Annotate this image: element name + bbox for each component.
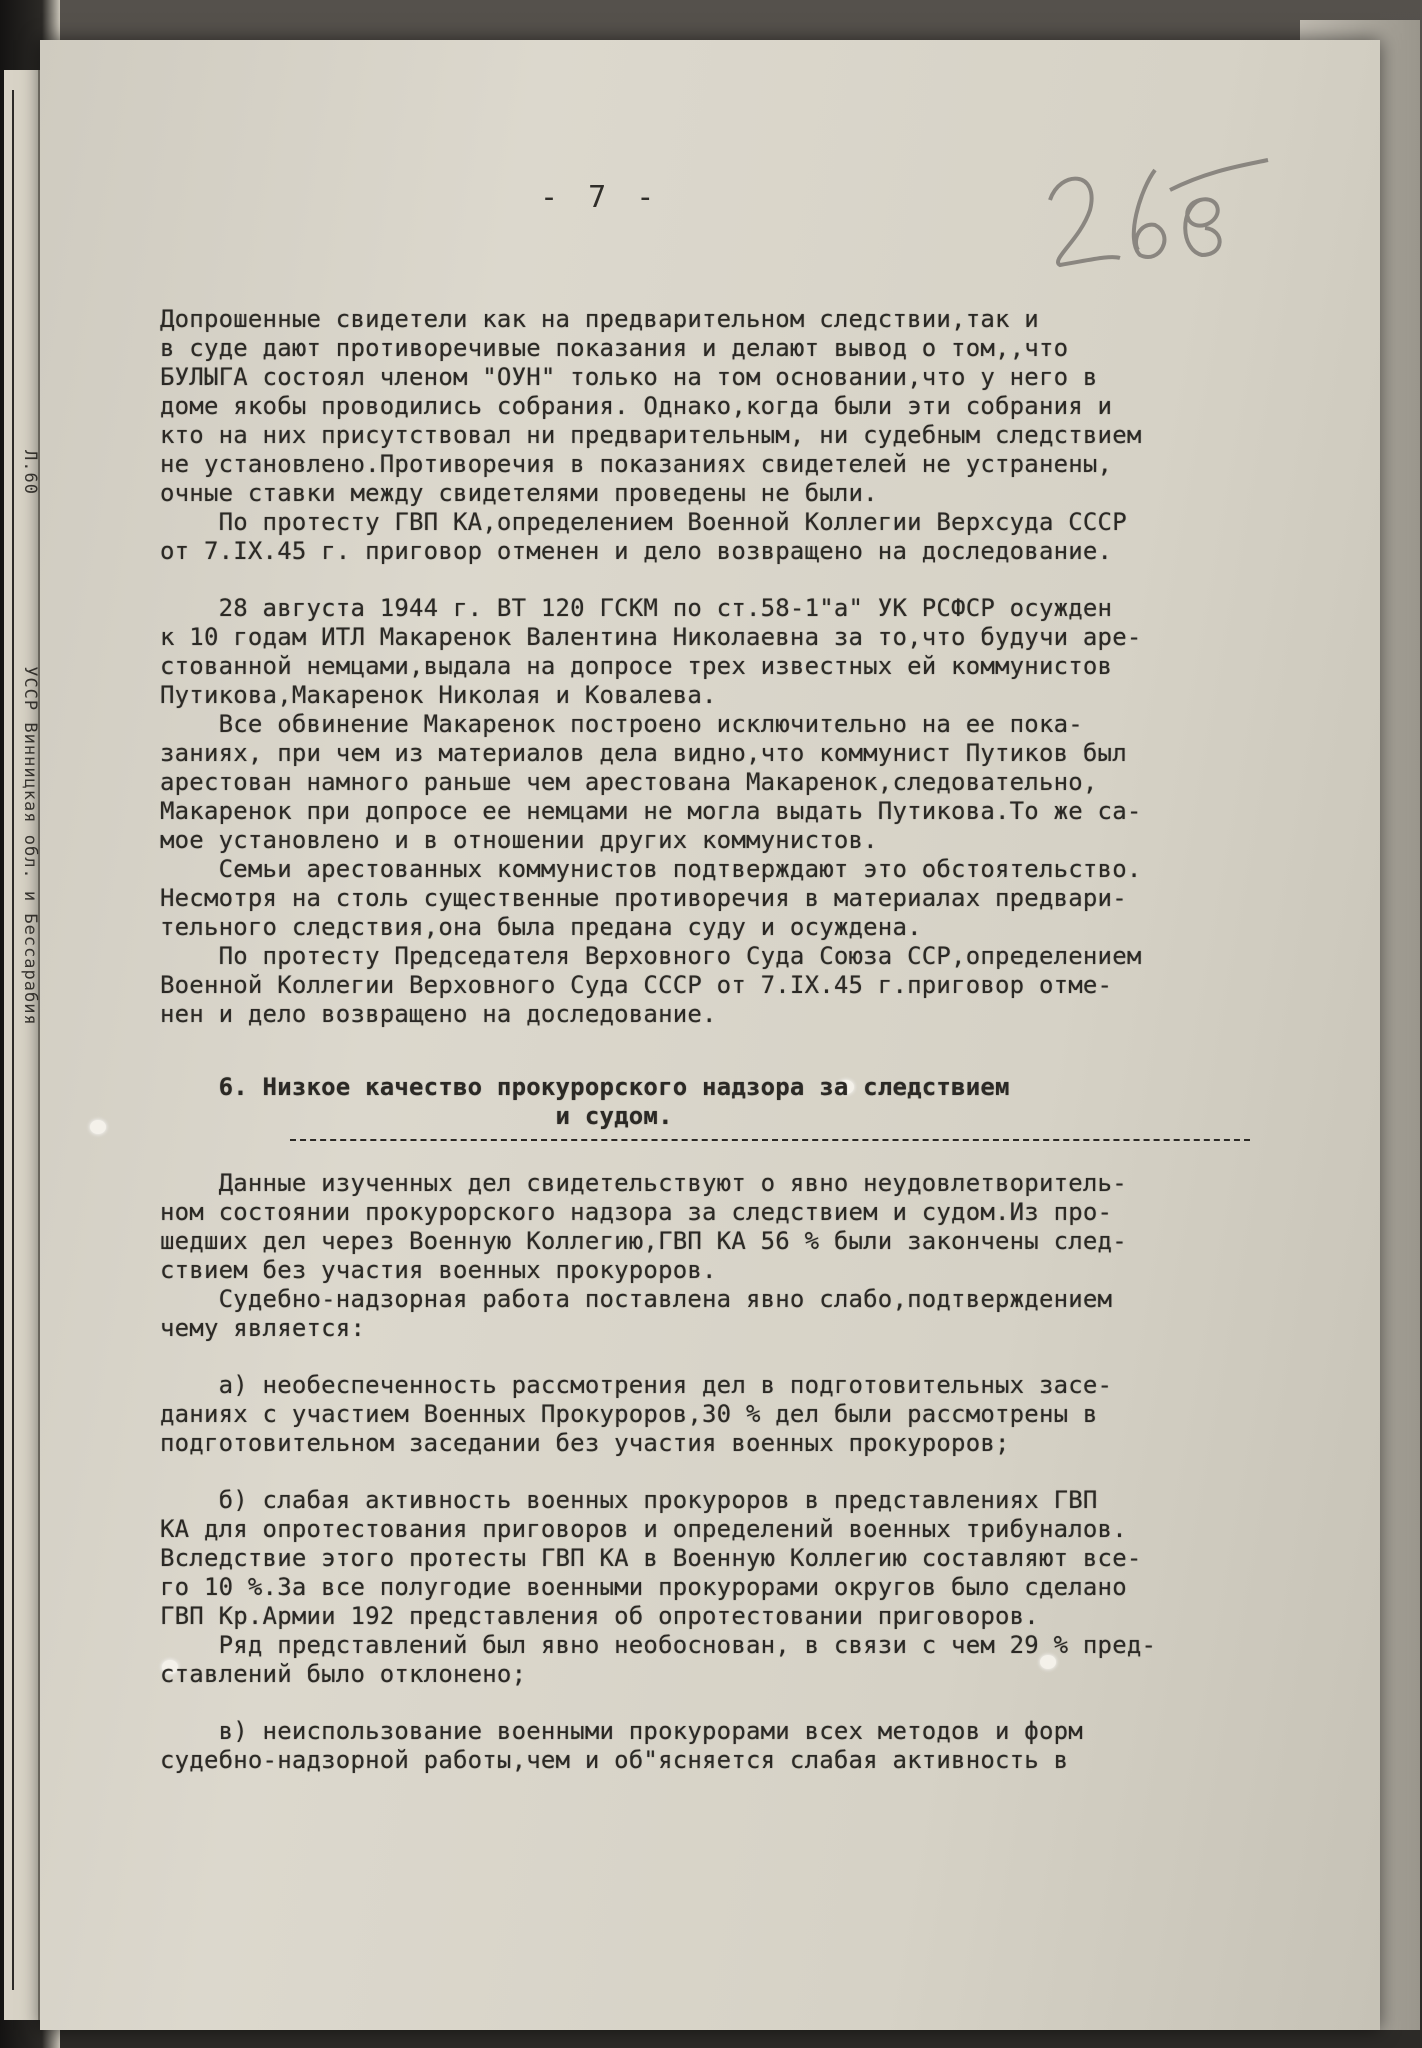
- paragraph-item-b: [160, 1486, 1340, 1689]
- text-line: к 10 годам ИТЛ Макаренок Валентина Николаевна за то,что будучи аре-: [160, 623, 1142, 651]
- text-line: Путикова,Макаренок Николая и Ковалева.: [160, 681, 717, 709]
- margin-label-region: УССР Винницкая обл. и Бессарабия: [20, 666, 40, 1026]
- paragraph-gap: [160, 1343, 1340, 1371]
- paragraph-item-c: [160, 1717, 1340, 1775]
- punch-hole: [90, 1120, 106, 1134]
- text-line: заниях, при чем из материалов дела видно,что коммунист Путиков был: [160, 739, 1127, 767]
- text-line: БУЛЫГА состоял членом "ОУН" только на том основании,что у него в: [160, 363, 1098, 391]
- text-line: Семьи арестованных коммунистов подтверждают это обстоятельство.: [160, 855, 1142, 883]
- text-line: Данные изученных дел свидетельствуют о явно неудовлетворитель-: [160, 1169, 1127, 1197]
- text-line: б) слабая активность военных прокуроров в представлениях ГВП: [160, 1486, 1098, 1514]
- text-line: не установлено.Противоречия в показаниях свидетелей не устранены,: [160, 450, 1113, 478]
- text-line: стованной немцами,выдала на допросе трех известных ей коммунистов: [160, 652, 1113, 680]
- text-line: Вследствие этого протесты ГВП КА в Военную Коллегию составляют все-: [160, 1544, 1142, 1572]
- paragraph-makarenok-case: [160, 594, 1340, 1029]
- margin-labels: [20, 450, 40, 1950]
- text-line: ставлений было отклонено;: [160, 1660, 527, 1688]
- text-line: Макаренок при допросе ее немцами не могла выдать Путикова.То же са-: [160, 797, 1142, 825]
- margin-label-file: Л.60: [20, 450, 40, 495]
- text-line: Военной Коллегии Верховного Суда СССР от 7.IX.45 г.приговор отме-: [160, 971, 1113, 999]
- section-heading: [160, 1073, 1340, 1131]
- paragraph-item-a: [160, 1371, 1340, 1458]
- text-line: судебно-надзорной работы,чем и об"ясняется слабая активность в: [160, 1746, 1069, 1774]
- text-line: от 7.IX.45 г. приговор отменен и дело возвращено на доследование.: [160, 537, 1113, 565]
- text-line: в) неиспользование военными прокурорами всех методов и форм: [160, 1717, 1083, 1745]
- text-line: ном состоянии прокурорского надзора за следствием и судом.Из про-: [160, 1198, 1113, 1226]
- text-line: а) необеспеченность рассмотрения дел в подготовительных засе-: [160, 1371, 1113, 1399]
- text-line: Несмотря на столь существенные противоречия в материалах предвари-: [160, 884, 1127, 912]
- text-line: тельного следствия,она была предана суду и осуждена.: [160, 913, 922, 941]
- text-line: подготовительном заседании без участия военных прокуроров;: [160, 1429, 1010, 1457]
- text-line: Судебно-надзорная работа поставлена явно слабо,подтверждением: [160, 1285, 1113, 1313]
- paragraph-supervision-state: [160, 1169, 1340, 1343]
- paragraph-bulyga-case: [160, 305, 1340, 566]
- text-line: очные ставки между свидетелями проведены не были.: [160, 479, 878, 507]
- text-line: 28 августа 1944 г. ВТ 120 ГСКМ по ст.58-1"а" УК РСФСР осужден: [160, 594, 1113, 622]
- text-line: даниях с участием Военных Прокуроров,30 % дел были рассмотрены в: [160, 1400, 1098, 1428]
- text-line: доме якобы проводились собрания. Однако,когда были эти собрания и: [160, 392, 1113, 420]
- typed-body-text: [160, 305, 1340, 1775]
- text-line: Допрошенные свидетели как на предварительном следствии,так и: [160, 305, 1039, 333]
- page-number: - 7 -: [540, 180, 661, 215]
- text-line: в суде дают противоречивые показания и делают вывод о том,,что: [160, 334, 1069, 362]
- text-line: арестован намного раньше чем арестована Макаренок,следовательно,: [160, 768, 1098, 796]
- text-line: По протесту ГВП КА,определением Военной Коллегии Верхсуда СССР: [160, 508, 1127, 536]
- handwritten-folio-icon: [1030, 130, 1270, 280]
- section-heading-line: 6. Низкое качество прокурорского надзора за следствием: [160, 1073, 1010, 1101]
- text-line: ствием без участия военных прокуроров.: [160, 1256, 717, 1284]
- paragraph-gap: [160, 1458, 1340, 1486]
- text-line: го 10 %.За все полугодие военными прокурорами округов было сделано: [160, 1573, 1127, 1601]
- previous-page-edge: [4, 70, 40, 2020]
- section-heading-line: и судом.: [160, 1102, 673, 1130]
- text-line: КА для опротестования приговоров и определений военных трибуналов.: [160, 1515, 1127, 1543]
- text-line: ГВП Кр.Армии 192 представления об опротестовании приговоров.: [160, 1602, 1039, 1630]
- paragraph-gap: [160, 1141, 1340, 1169]
- text-line: мое установлено и в отношении других коммунистов.: [160, 826, 878, 854]
- text-line: Ряд представлений был явно необоснован, в связи с чем 29 % пред-: [160, 1631, 1157, 1659]
- paragraph-gap: [160, 566, 1340, 594]
- text-line: Все обвинение Макаренок построено исключительно на ее пока-: [160, 710, 1083, 738]
- archive-folio-number: [1030, 130, 1270, 280]
- paragraph-gap: [160, 1029, 1340, 1073]
- text-line: нен и дело возвращено на доследование.: [160, 1000, 717, 1028]
- text-line: шедших дел через Военную Коллегию,ГВП КА 56 % были закончены след-: [160, 1227, 1127, 1255]
- text-line: кто на них присутствовал ни предварительным, ни судебным следствием: [160, 421, 1142, 449]
- text-line: чему является:: [160, 1314, 366, 1342]
- paragraph-gap: [160, 1689, 1340, 1717]
- text-line: По протесту Председателя Верховного Суда Союза ССР,определением: [160, 942, 1142, 970]
